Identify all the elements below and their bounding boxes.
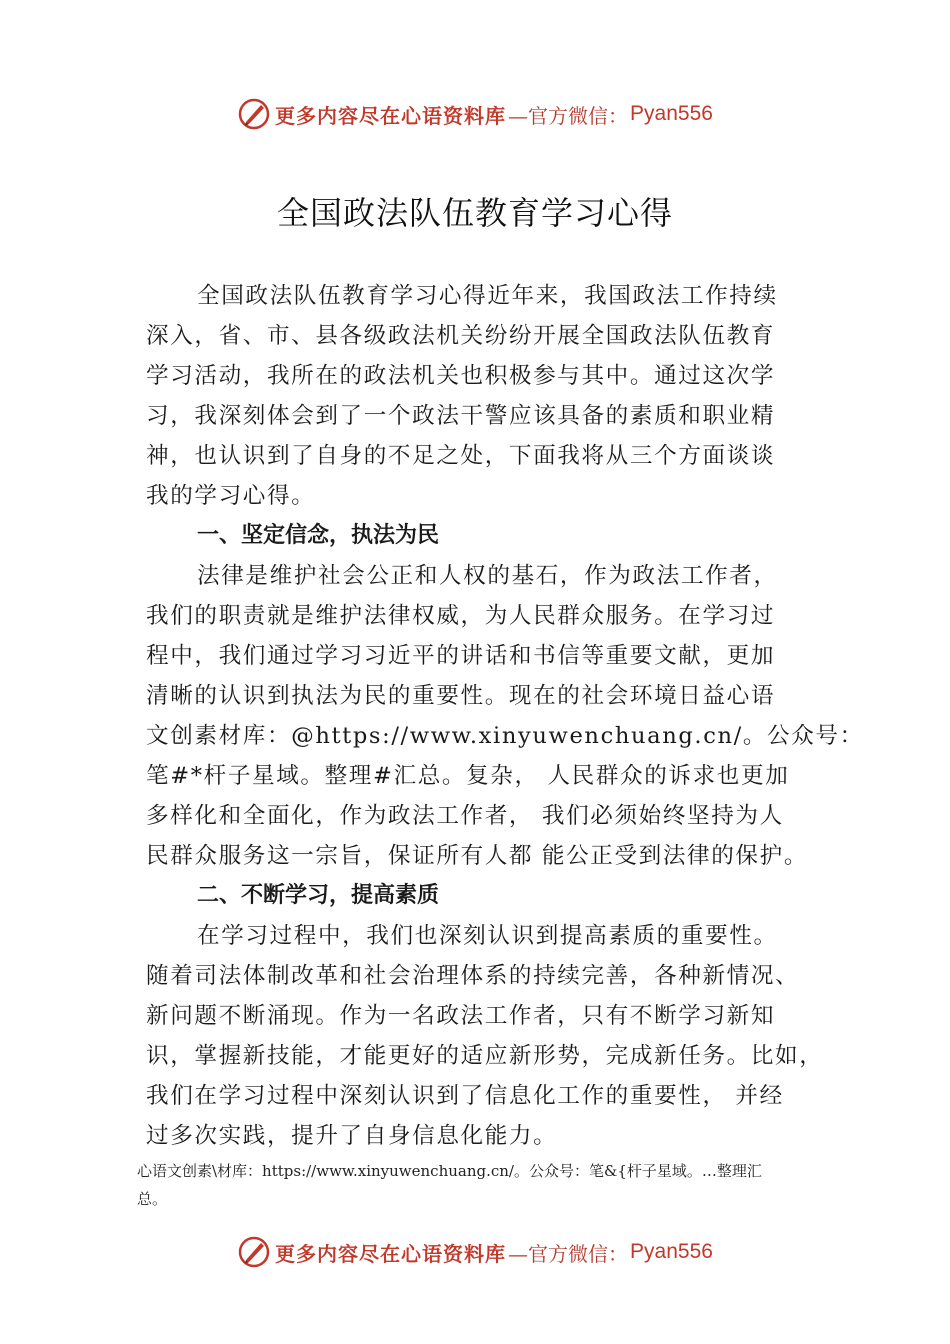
text-line: 在学习过程中，我们也深刻认识到提高素质的重要性。 — [197, 923, 778, 949]
text-line: 笔#*杆子星域。整理#汇总。复杂， 人民群众的诉求也更加 — [146, 763, 790, 789]
text-line: 我们的职责就是维护法律权威，为人民群众服务。在学习过 — [146, 603, 776, 629]
text-line: 民群众服务这一宗旨，保证所有人都 能公正受到法律的保护。 — [146, 843, 809, 869]
footnote — [137, 1157, 837, 1213]
text-line: 法律是维护社会公正和人权的基石，作为政法工作者， — [197, 563, 778, 589]
text-line: 多样化和全面化，作为政法工作者， 我们必须始终坚持为人 — [146, 803, 784, 829]
footnote-line-1: 心语文创素\材库：https://www.xinyuwenchuang.cn/。公众号：笔&{杆子星域。…整理汇 — [137, 1162, 762, 1180]
footnote-line-2: 总。 — [137, 1190, 168, 1208]
banner-dash-text: —官方微信： — [508, 1241, 629, 1266]
text-line: 程中，我们通过学习习近平的讲话和书信等重要文献，更加 — [146, 643, 776, 669]
text-line: 文创素材库：@https://www.xinyuwenchuang.cn/。公众号： — [146, 723, 864, 749]
document-body — [146, 276, 864, 1156]
document-title: 全国政法队伍教育学习心得 — [276, 194, 673, 232]
banner-dash-text: —官方微信： — [508, 103, 629, 128]
text-line: 全国政法队伍教育学习心得近年来，我国政法工作持续 — [197, 283, 778, 309]
text-line: 我们在学习过程中深刻认识到了信息化工作的重要性， 并经 — [146, 1083, 784, 1109]
pen-logo-icon — [237, 97, 271, 131]
text-line: 习，我深刻体会到了一个政法干警应该具备的素质和职业精 — [146, 403, 776, 429]
section-heading: 二、不断学习，提高素质 — [197, 883, 440, 908]
section-heading: 一、坚定信念，执法为民 — [197, 523, 440, 548]
text-line: 清晰的认识到执法为民的重要性。现在的社会环境日益心语 — [146, 683, 776, 709]
text-line: 学习活动，我所在的政法机关也积极参与其中。通过这次学 — [146, 363, 776, 389]
text-line: 识，掌握新技能，才能更好的适应新形势，完成新任务。比如， — [146, 1043, 824, 1069]
banner-main-text: 更多内容尽在心语资料库 — [275, 103, 507, 128]
text-line: 随着司法体制改革和社会治理体系的持续完善，各种新情况、 — [146, 963, 800, 989]
banner-wechat-id: Pyan556 — [630, 1240, 713, 1263]
pen-logo-icon — [237, 1235, 271, 1269]
text-line: 新问题不断涌现。作为一名政法工作者，只有不断学习新知 — [146, 1003, 776, 1029]
text-line: 我的学习心得。 — [146, 483, 316, 509]
text-line: 过多次实践，提升了自身信息化能力。 — [146, 1123, 558, 1149]
header-banner — [0, 94, 950, 134]
text-line: 神，也认识到了自身的不足之处，下面我将从三个方面谈谈 — [146, 443, 776, 469]
footer-banner — [0, 1232, 950, 1272]
banner-main-text: 更多内容尽在心语资料库 — [275, 1241, 507, 1266]
banner-wechat-id: Pyan556 — [630, 102, 713, 125]
text-line: 深入，省、市、县各级政法机关纷纷开展全国政法队伍教育 — [146, 323, 776, 349]
